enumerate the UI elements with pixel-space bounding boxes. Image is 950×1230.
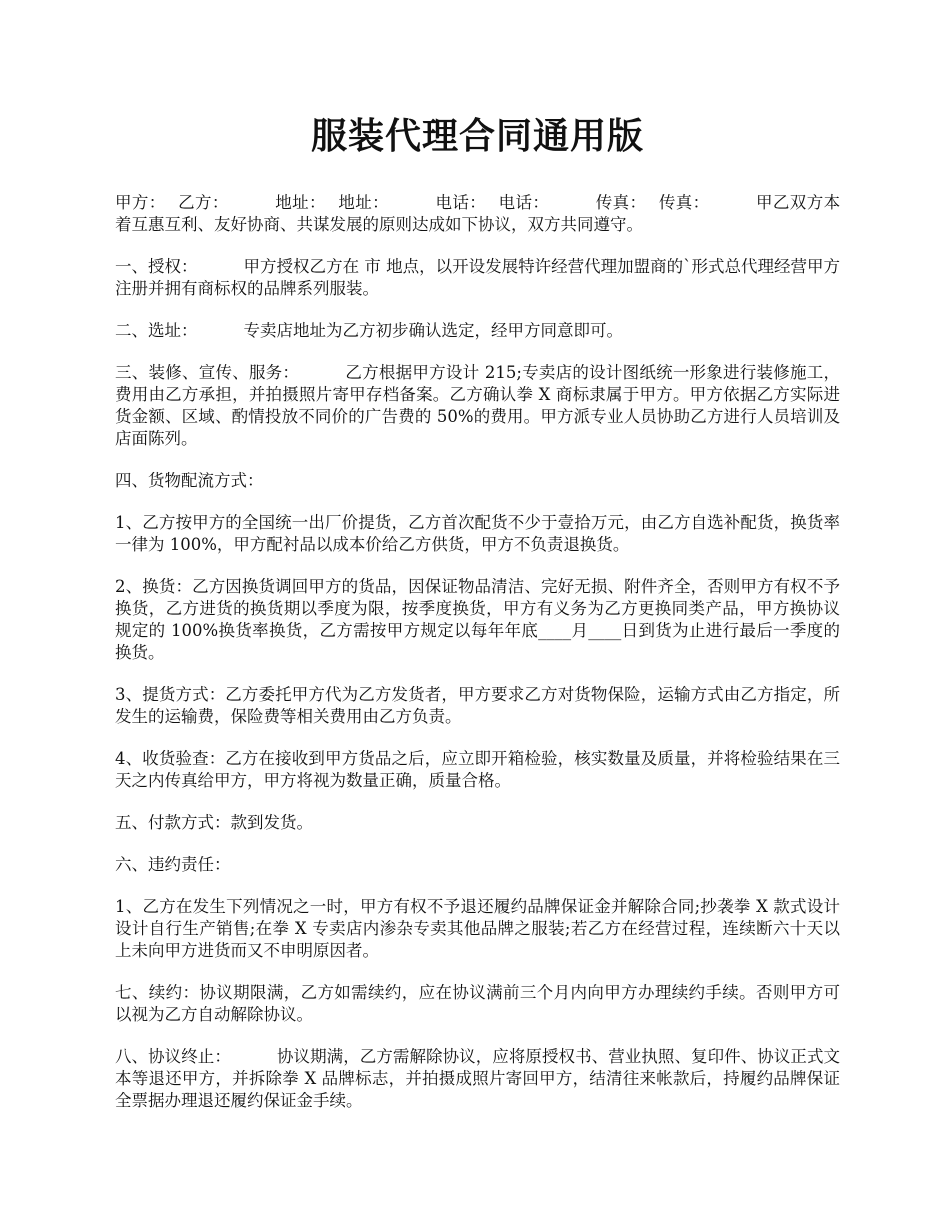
- section-payment: [115, 812, 840, 834]
- document-page: [115, 112, 840, 1132]
- party-b-label: 乙方：: [177, 193, 229, 212]
- section-decoration: [115, 362, 840, 450]
- document-title: 服装代理合同通用版: [310, 115, 644, 157]
- clause-6-1: [115, 896, 840, 962]
- section-termination: [115, 1046, 840, 1112]
- clause-4-2: [115, 576, 840, 664]
- clause-4-3: [115, 684, 840, 728]
- section-authorization: [115, 256, 840, 300]
- clause-text: 1、乙方按甲方的全国统一出厂价提货，乙方首次配货不少于壹拾万元，由乙方自选补配货，换货率一律为 100%，甲方配衬品以成本价给乙方供货，甲方不负责退换货。: [115, 513, 840, 554]
- clause-text: 2、换货：乙方因换货调回甲方的货品，因保证物品清洁、完好无损、附件齐全，否则甲方有权不予换货，乙方进货的换货期以季度为限，按季度换货，甲方有义务为乙方更换同类产品，甲方换协议规定的 100%换货率换货，乙方需按甲方规定以每年年底____月____日到货为止进行最后一季度的换货。: [115, 577, 840, 662]
- section-text: 专卖店地址为乙方初步确认选定，经甲方同意即可。: [243, 321, 623, 340]
- section-label: 四、货物配流方式：: [115, 471, 264, 490]
- section-label: 三、装修、宣传、服务：: [115, 363, 300, 382]
- section-label: 二、选址：: [115, 321, 198, 340]
- clause-4-4: [115, 748, 840, 792]
- clause-text: 4、收货验查：乙方在接收到甲方货品之后，应立即开箱检验，核实数量及质量，并将检验结果在三天之内传真给甲方，甲方将视为数量正确，质量合格。: [115, 749, 840, 790]
- section-text: 乙方根据甲方设计 215;专卖店的设计图纸统一形象进行装修施工，费用由乙方承担，并拍摄照片寄甲存档备案。乙方确认拳 X 商标隶属于甲方。甲方依据乙方实际进货金额、区域、酌情投放不同价的广告费的 50%的费用。甲方派专业人员协助乙方进行人员培训及店面陈列。: [115, 363, 840, 448]
- section-location: [115, 320, 840, 342]
- phone-b-label: 电话：: [498, 193, 550, 212]
- section-label: 五、付款方式：: [115, 813, 231, 832]
- header-paragraph: [115, 192, 840, 236]
- section-label: 七、续约：: [115, 983, 200, 1002]
- section-label: 八、协议终止：: [115, 1047, 231, 1066]
- section-distribution: [115, 470, 840, 492]
- address-b-label: 地址：: [337, 193, 390, 212]
- section-label: 一、授权：: [115, 257, 198, 276]
- section-renewal: [115, 982, 840, 1026]
- section-label: 六、违约责任：: [115, 855, 231, 874]
- party-a-label: 甲方：: [115, 193, 166, 212]
- section-liability: [115, 854, 840, 876]
- section-text: 甲方授权乙方在 市 地点，以开设发展特许经营代理加盟商的`形式总代理经营甲方注册并拥有商标权的品牌系列服装。: [115, 257, 840, 298]
- fax-a-label: 传真：: [595, 193, 647, 212]
- preamble-text: 甲乙双方本着互惠互利、友好协商、共谋发展的原则达成如下协议，双方共同遵守。: [115, 193, 841, 234]
- phone-a-label: 电话：: [435, 193, 487, 212]
- section-text: 协议期满，乙方需解除协议，应将原授权书、营业执照、复印件、协议正式文本等退还甲方，并拆除拳 X 品牌标志，并拍摄成照片寄回甲方，结清往来帐款后，持履约品牌保证全票据办理退还履约保证金手续。: [115, 1047, 841, 1110]
- clause-4-1: [115, 512, 840, 556]
- address-a-label: 地址：: [274, 193, 326, 212]
- clause-text: 1、乙方在发生下列情况之一时，甲方有权不予退还履约品牌保证金并解除合同;抄袭拳 X 款式设计设计自行生产销售;在拳 X 专卖店内渗杂专卖其他品牌之服装;若乙方在经营过程，连续断六十天以上未向甲方进货而又不申明原因者。: [115, 897, 840, 960]
- section-text: 款到发货。: [230, 813, 313, 832]
- fax-b-label: 传真：: [658, 193, 710, 212]
- section-text: 协议期限满，乙方如需续约，应在协议满前三个月内向甲方办理续约手续。否则甲方可以视为乙方自动解除协议。: [115, 983, 841, 1024]
- clause-text: 3、提货方式：乙方委托甲方代为乙方发货者，甲方要求乙方对货物保险，运输方式由乙方指定，所发生的运输费，保险费等相关费用由乙方负责。: [115, 685, 840, 726]
